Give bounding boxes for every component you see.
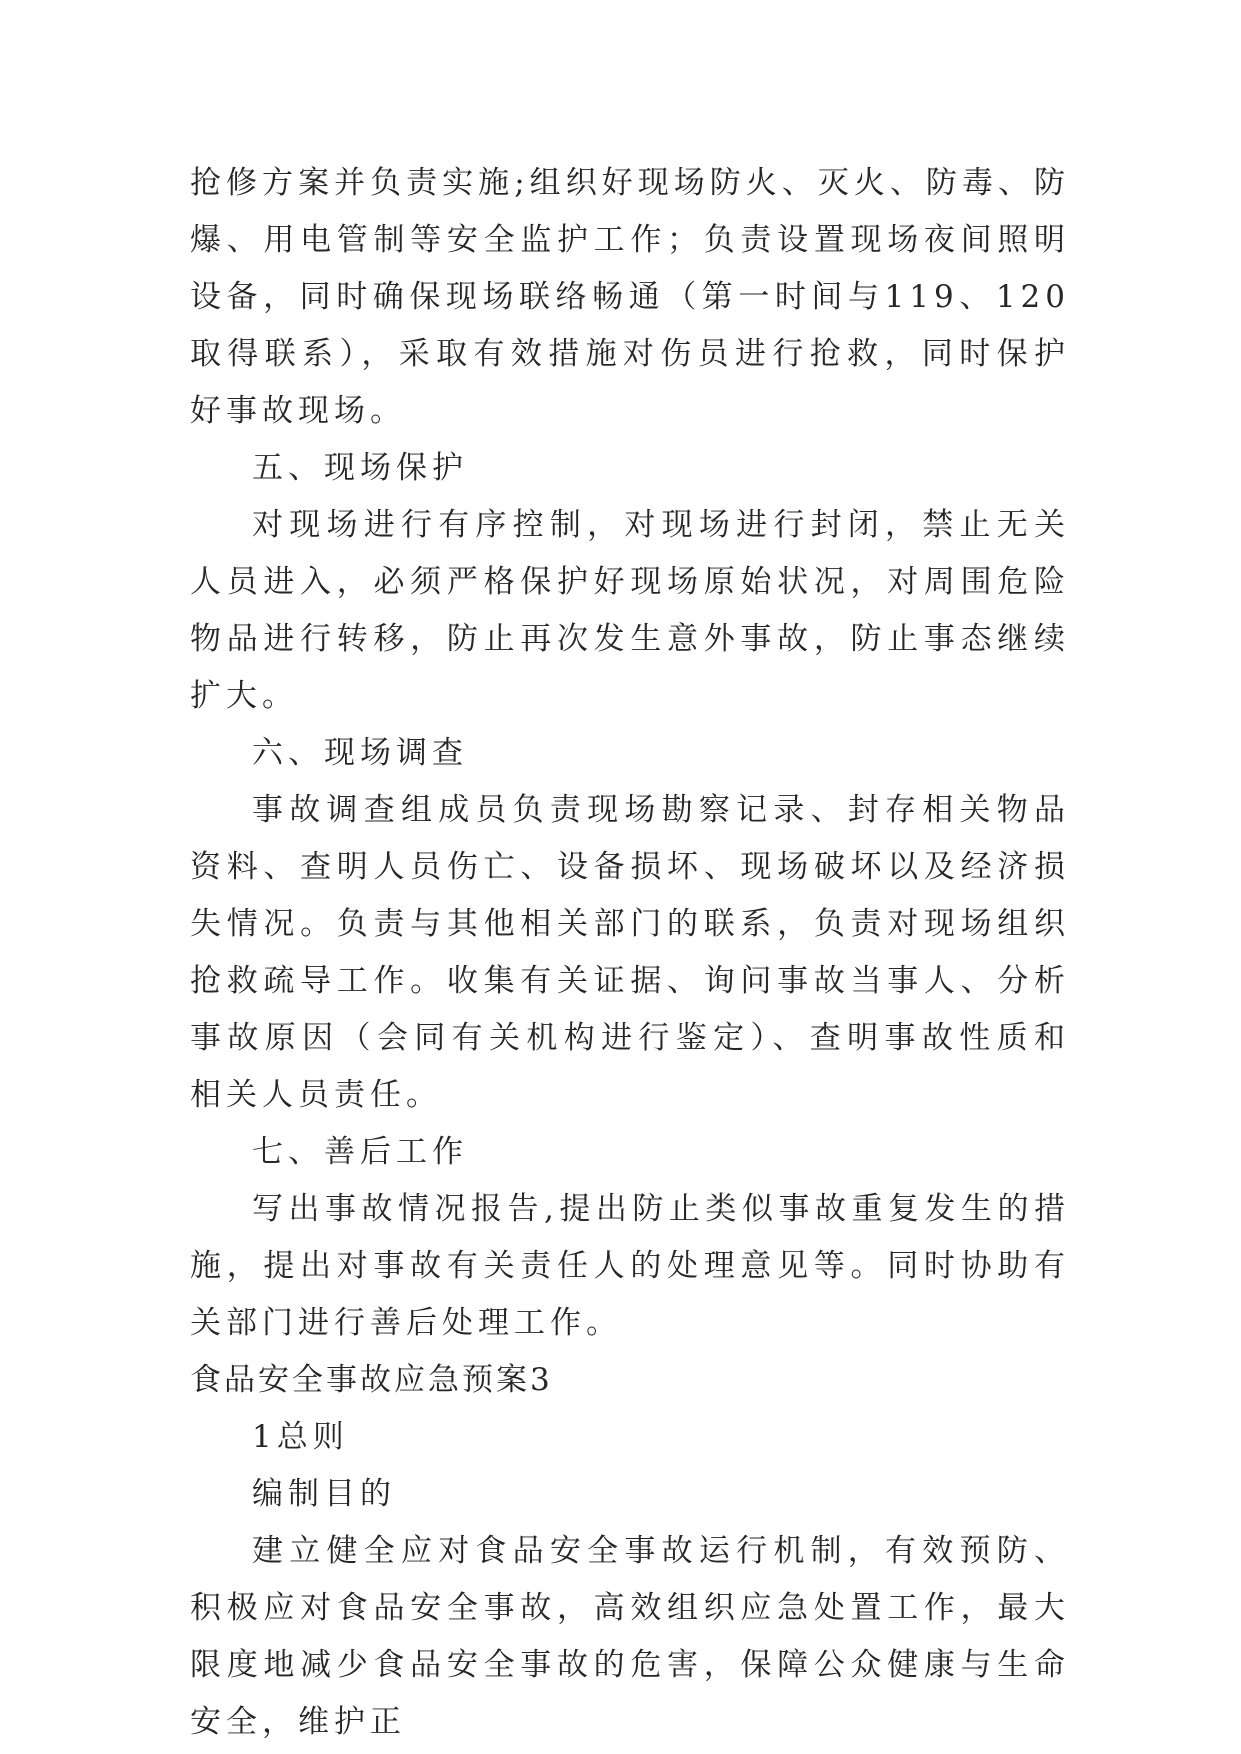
document-title: 食品安全事故应急预案3 (190, 1362, 553, 1398)
heading-purpose: 编制目的 (252, 1476, 396, 1512)
paragraph-purpose: 建立健全应对食品安全事故运行机制，有效预防、积极应对食品安全事故，高效组织应急处置工作，最大限度地减少食品安全事故的危害，保障公众健康与生命安全，维护正 (190, 1533, 1070, 1740)
paragraph-aftermath-work: 写出事故情况报告,提出防止类似事故重复发生的措施，提出对事故有关责任人的处理意见等。同时协助有关部门进行善后处理工作。 (190, 1191, 1070, 1341)
paragraph-site-investigation: 事故调查组成员负责现场勘察记录、封存相关物品资料、查明人员伤亡、设备损坏、现场破坏以及经济损失情况。负责与其他相关部门的联系，负责对现场组织抢救疏导工作。收集有关证据、询问事故当事人、分析事故原因（会同有关机构进行鉴定）、查明事故性质和相关人员责任。 (190, 792, 1070, 1113)
heading-site-protection: 五、现场保护 (252, 450, 468, 486)
heading-aftermath-work: 七、善后工作 (252, 1134, 468, 1170)
heading-general-principles: 1总则 (252, 1419, 349, 1455)
heading-site-investigation: 六、现场调查 (252, 735, 468, 771)
paragraph-site-protection: 对现场进行有序控制，对现场进行封闭，禁止无关人员进入，必须严格保护好现场原始状况，对周围危险物品进行转移，防止再次发生意外事故，防止事态继续扩大。 (190, 507, 1070, 714)
paragraph-rescue-plan: 抢修方案并负责实施;组织好现场防火、灭火、防毒、防爆、用电管制等安全监护工作；负责设置现场夜间照明设备，同时确保现场联络畅通（第一时间与119、120取得联系），采取有效措施对伤员进行抢救，同时保护好事故现场。 (190, 165, 1070, 429)
document-body (190, 155, 1070, 1751)
